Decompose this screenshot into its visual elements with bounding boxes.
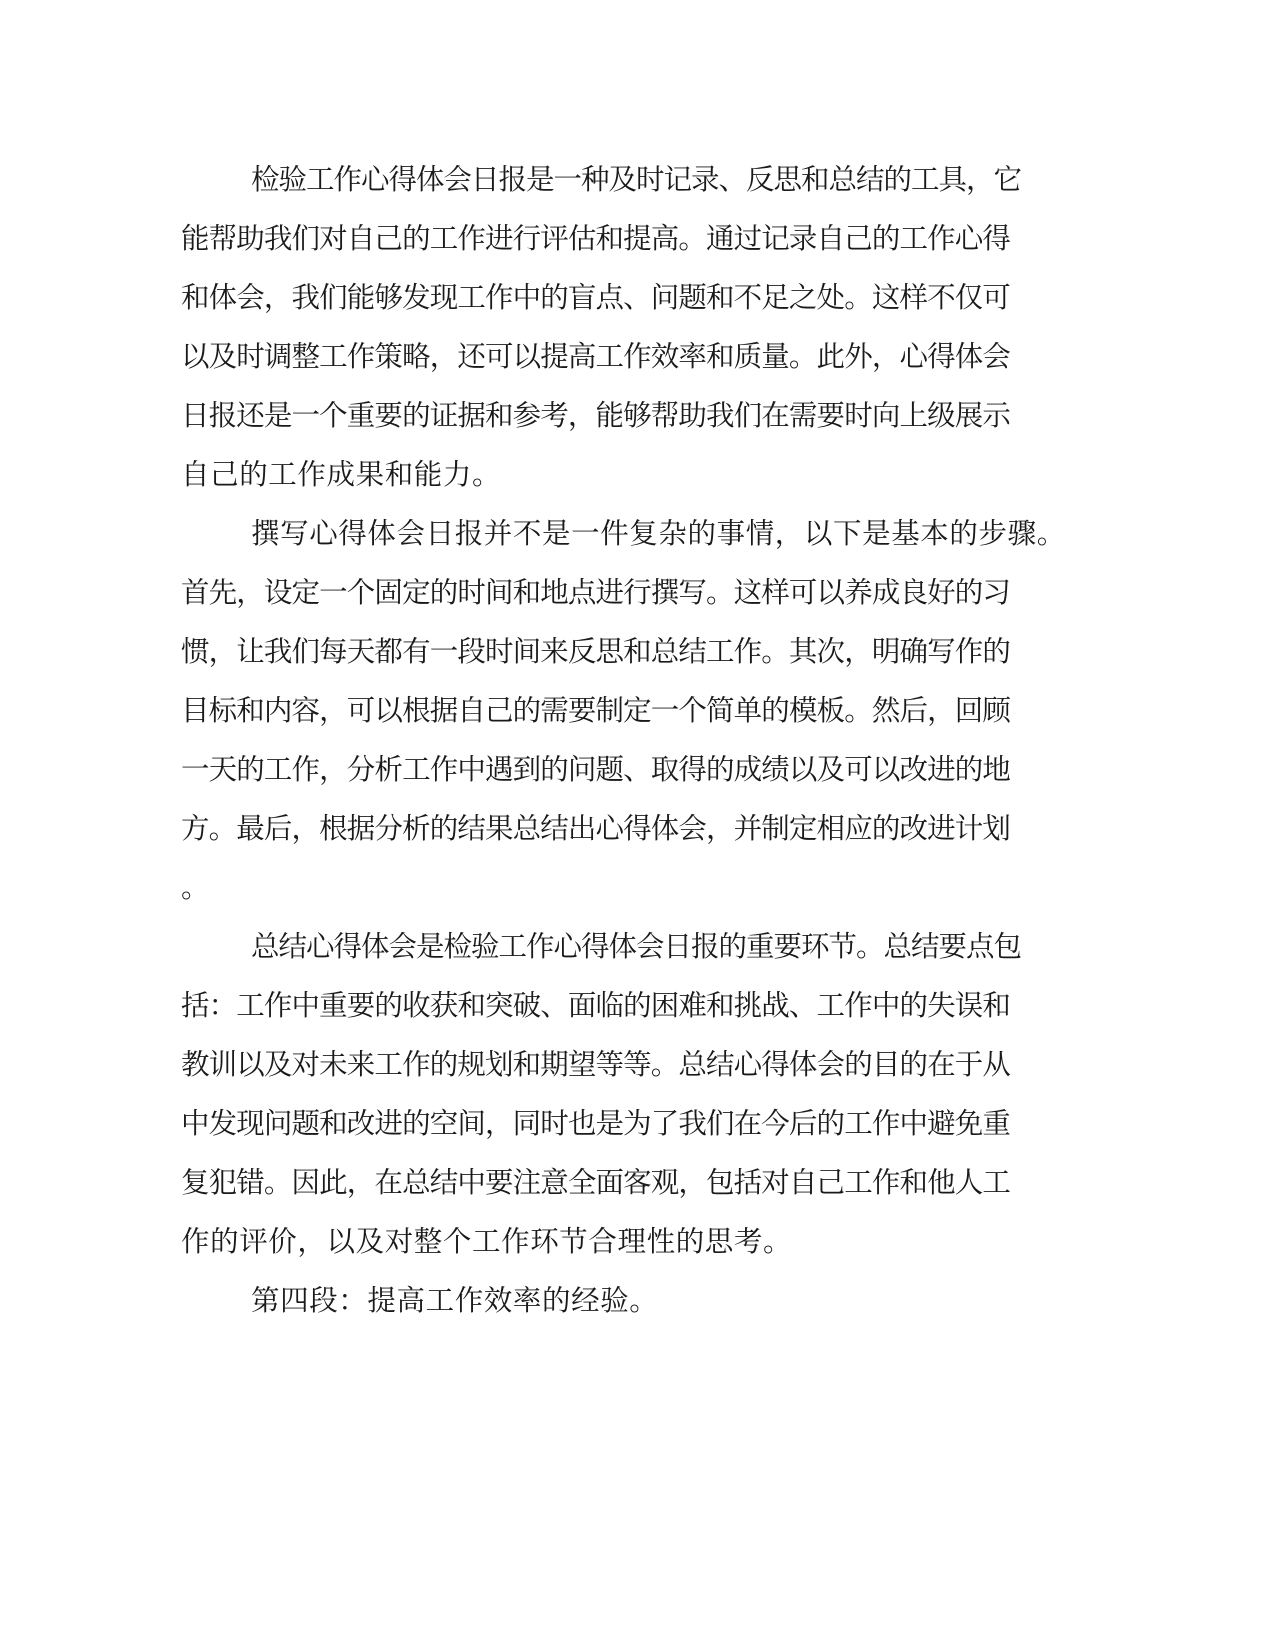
text-line: 撰写心得体会日报并不是一件复杂的事情，以下是基本的步骤。 (251, 517, 1066, 550)
text-line: 中发现问题和改进的空间，同时也是为了我们在今后的工作中避免重 (181, 1107, 1010, 1140)
text-line: 目标和内容，可以根据自己的需要制定一个简单的模板。然后，回顾 (181, 694, 1010, 727)
text-line: 复犯错。因此，在总结中要注意全面客观，包括对自己工作和他人工 (181, 1166, 1010, 1199)
text-line: 检验工作心得体会日报是一种及时记录、反思和总结的工具，它 (251, 163, 1021, 196)
text-line: 。 (181, 871, 211, 904)
text-line: 日报还是一个重要的证据和参考，能够帮助我们在需要时向上级展示 (181, 399, 1010, 432)
text-line: 能帮助我们对自己的工作进行评估和提高。通过记录自己的工作心得 (181, 222, 1010, 255)
text-line: 教训以及对未来工作的规划和期望等等。总结心得体会的目的在于从 (181, 1048, 1010, 1081)
text-line: 首先，设定一个固定的时间和地点进行撰写。这样可以养成良好的习 (181, 576, 1010, 609)
text-line: 括：工作中重要的收获和突破、面临的困难和挑战、工作中的失误和 (181, 989, 1010, 1022)
text-line: 总结心得体会是检验工作心得体会日报的重要环节。总结要点包 (251, 930, 1021, 963)
text-line: 惯，让我们每天都有一段时间来反思和总结工作。其次，明确写作的 (181, 635, 1010, 668)
text-line: 作的评价，以及对整个工作环节合理性的思考。 (181, 1225, 793, 1258)
text-line: 自己的工作成果和能力。 (181, 458, 502, 491)
text-line: 一天的工作，分析工作中遇到的问题、取得的成绩以及可以改进的地 (181, 753, 1010, 786)
text-line: 以及时调整工作策略，还可以提高工作效率和质量。此外，心得体会 (181, 340, 1010, 373)
text-line: 和体会，我们能够发现工作中的盲点、问题和不足之处。这样不仅可 (181, 281, 1010, 314)
section-heading: 第四段：提高工作效率的经验。 (251, 1284, 659, 1317)
text-line: 方。最后，根据分析的结果总结出心得体会，并制定相应的改进计划 (181, 812, 1010, 845)
